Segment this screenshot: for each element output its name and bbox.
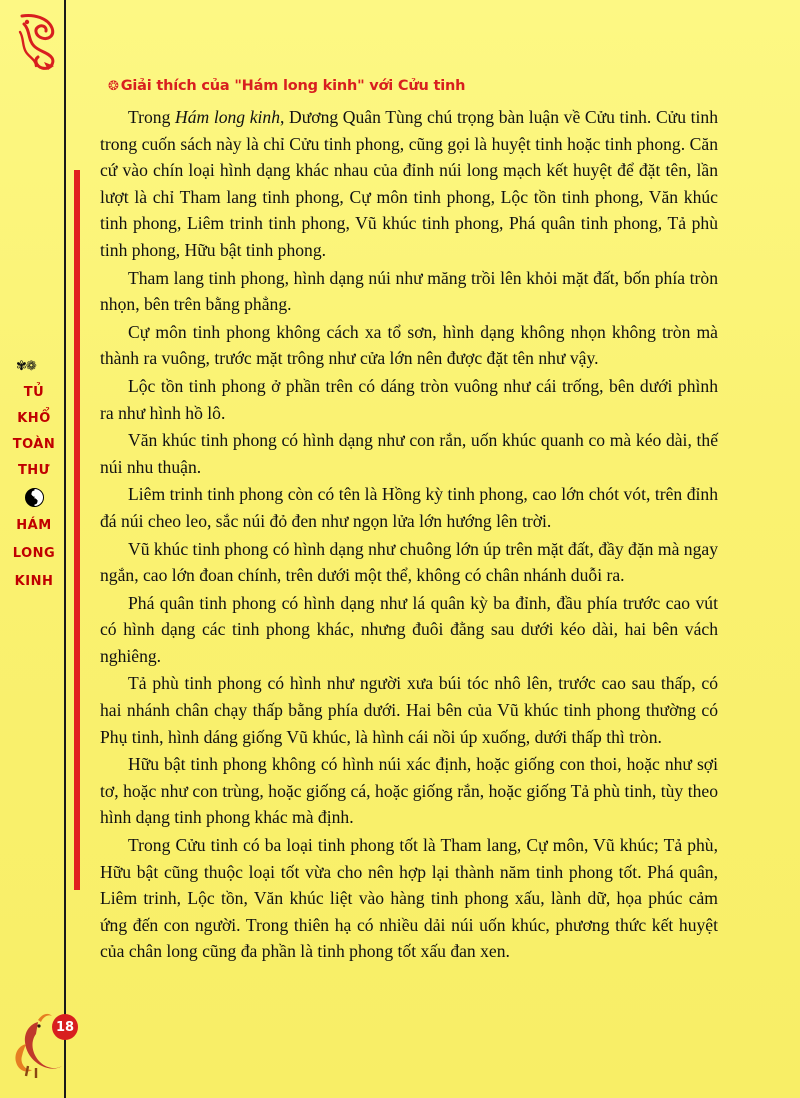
page-number: 18 [52,1014,78,1040]
book-title-line-2: LONG [12,546,56,561]
series-line-3: TOÀN [12,437,56,452]
rooster-icon [8,1000,68,1080]
dragon-icon [14,12,60,74]
flower-bullet-icon: ❂ [108,79,119,94]
paragraph-6: Liêm trinh tinh phong còn có tên là Hồng kỳ tinh phong, cao lớn chót vót, trên đỉnh đá núi cheo leo, sắc núi đỏ đen như ngọn lửa lớn hướng lên trời. [100,484,718,531]
paragraph-1-prefix: Trong [128,107,175,127]
book-series-label [6,380,62,595]
paragraph-11: Trong Cửu tinh có ba loại tinh phong tốt là Tham lang, Cự môn, Vũ khúc; Tả phù, Hữu bật cũng thuộc loại tốt vừa cho nên hợp lại thành năm tinh phong tốt. Phá quân, Liêm trinh, Lộc tồn, Văn khúc liệt vào hàng tinh phong xấu, lành dữ, họa phúc cảm ứng đến con người. Trong thiên hạ có nhiều dải núi uốn khúc, phương thức kết huyệt của chân long cũng đa phần là tinh phong tốt xấu đan xen. [100,835,718,962]
page-spine-accent [74,170,80,890]
paragraph-5: Văn khúc tinh phong có hình dạng như con rắn, uốn khúc quanh co mà kéo dài, thế núi nhu thuận. [100,430,718,477]
paragraph-9: Tả phù tinh phong có hình như người xưa búi tóc nhô lên, trước cao sau thấp, có hai nhánh chân chạy thấp bằng phía dưới. Hai bên của Vũ khúc tinh phong thường có Phụ tinh, hình dáng giống Vũ khúc, là hình cái nồi úp xuống, dưới thấp thì tròn. [100,673,718,747]
paragraph-2: Tham lang tinh phong, hình dạng núi như măng trồi lên khỏi mặt đất, bốn phía tròn nhọn, bên trên bằng phẳng. [100,267,718,315]
paragraph-8: Phá quân tinh phong có hình dạng như lá quân kỳ ba đỉnh, đầu phía trước cao vút có hình dạng các tinh phong khác, nhưng đuôi đằng sau dưới kéo dài, hai bên vách nghiêng. [100,592,718,666]
paragraph-4: Lộc tồn tinh phong ở phần trên có dáng tròn vuông như cái trống, bên dưới phình ra như hình hồ lô. [100,375,718,423]
paragraph-3: Cự môn tinh phong không cách xa tổ sơn, hình dạng không nhọn không tròn mà thành ra vuông, trước mặt trông như cửa lớn nên được đặt tên như vậy. [100,321,718,369]
book-title-line-1: HÁM [16,518,52,533]
section-heading [108,78,718,94]
yinyang-icon [25,488,44,507]
series-line-4: THƯ [17,463,51,478]
section-heading-text: Giải thích của "Hám long kinh" với Cửu tinh [120,78,466,94]
page-content [100,78,718,966]
paragraph-7: Vũ khúc tinh phong có hình dạng như chuông lớn úp trên mặt đất, đầy đặn mà ngay ngắn, cao lớn đoan chính, trên dưới một thể, không có chân nhánh duỗi ra. [100,538,718,586]
book-title-line-3: KINH [14,574,54,589]
series-line-1: TỦ [23,385,45,400]
book-title-inline: Hám long kinh [175,107,281,127]
series-line-2: KHỔ [17,411,51,426]
page-spine-line [64,0,66,1098]
paragraph-1 [100,104,718,264]
paragraph-10: Hữu bật tinh phong không có hình núi xác định, hoặc giống con thoi, hoặc như sợi tơ, hoặc như con trùng, hoặc giống cá, hoặc giống rắn, hoặc giống Tả phù tinh, tùy theo hình dạng tinh phong khác mà định. [100,754,718,828]
paragraph-1-suffix: , Dương Quân Tùng chú trọng bàn luận về Cửu tinh. Cửu tinh trong cuốn sách này là chỉ Cửu tinh phong, cũng gọi là huyệt tinh hoặc tinh phong. Căn cứ vào chín loại hình dạng khác nhau của đỉnh núi long mạch kết huyệt để đặt tên, lần lượt là chỉ Tham lang tinh phong, Cự môn tinh phong, Lộc tồn tinh phong, Văn khúc tinh phong, Liêm trinh tinh phong, Vũ khúc tinh phong, Phá quân tinh phong, Tả phù tinh phong, Hữu bật tinh phong. [100,107,718,260]
flower-bullet-icon: ✾❁ [16,358,36,373]
